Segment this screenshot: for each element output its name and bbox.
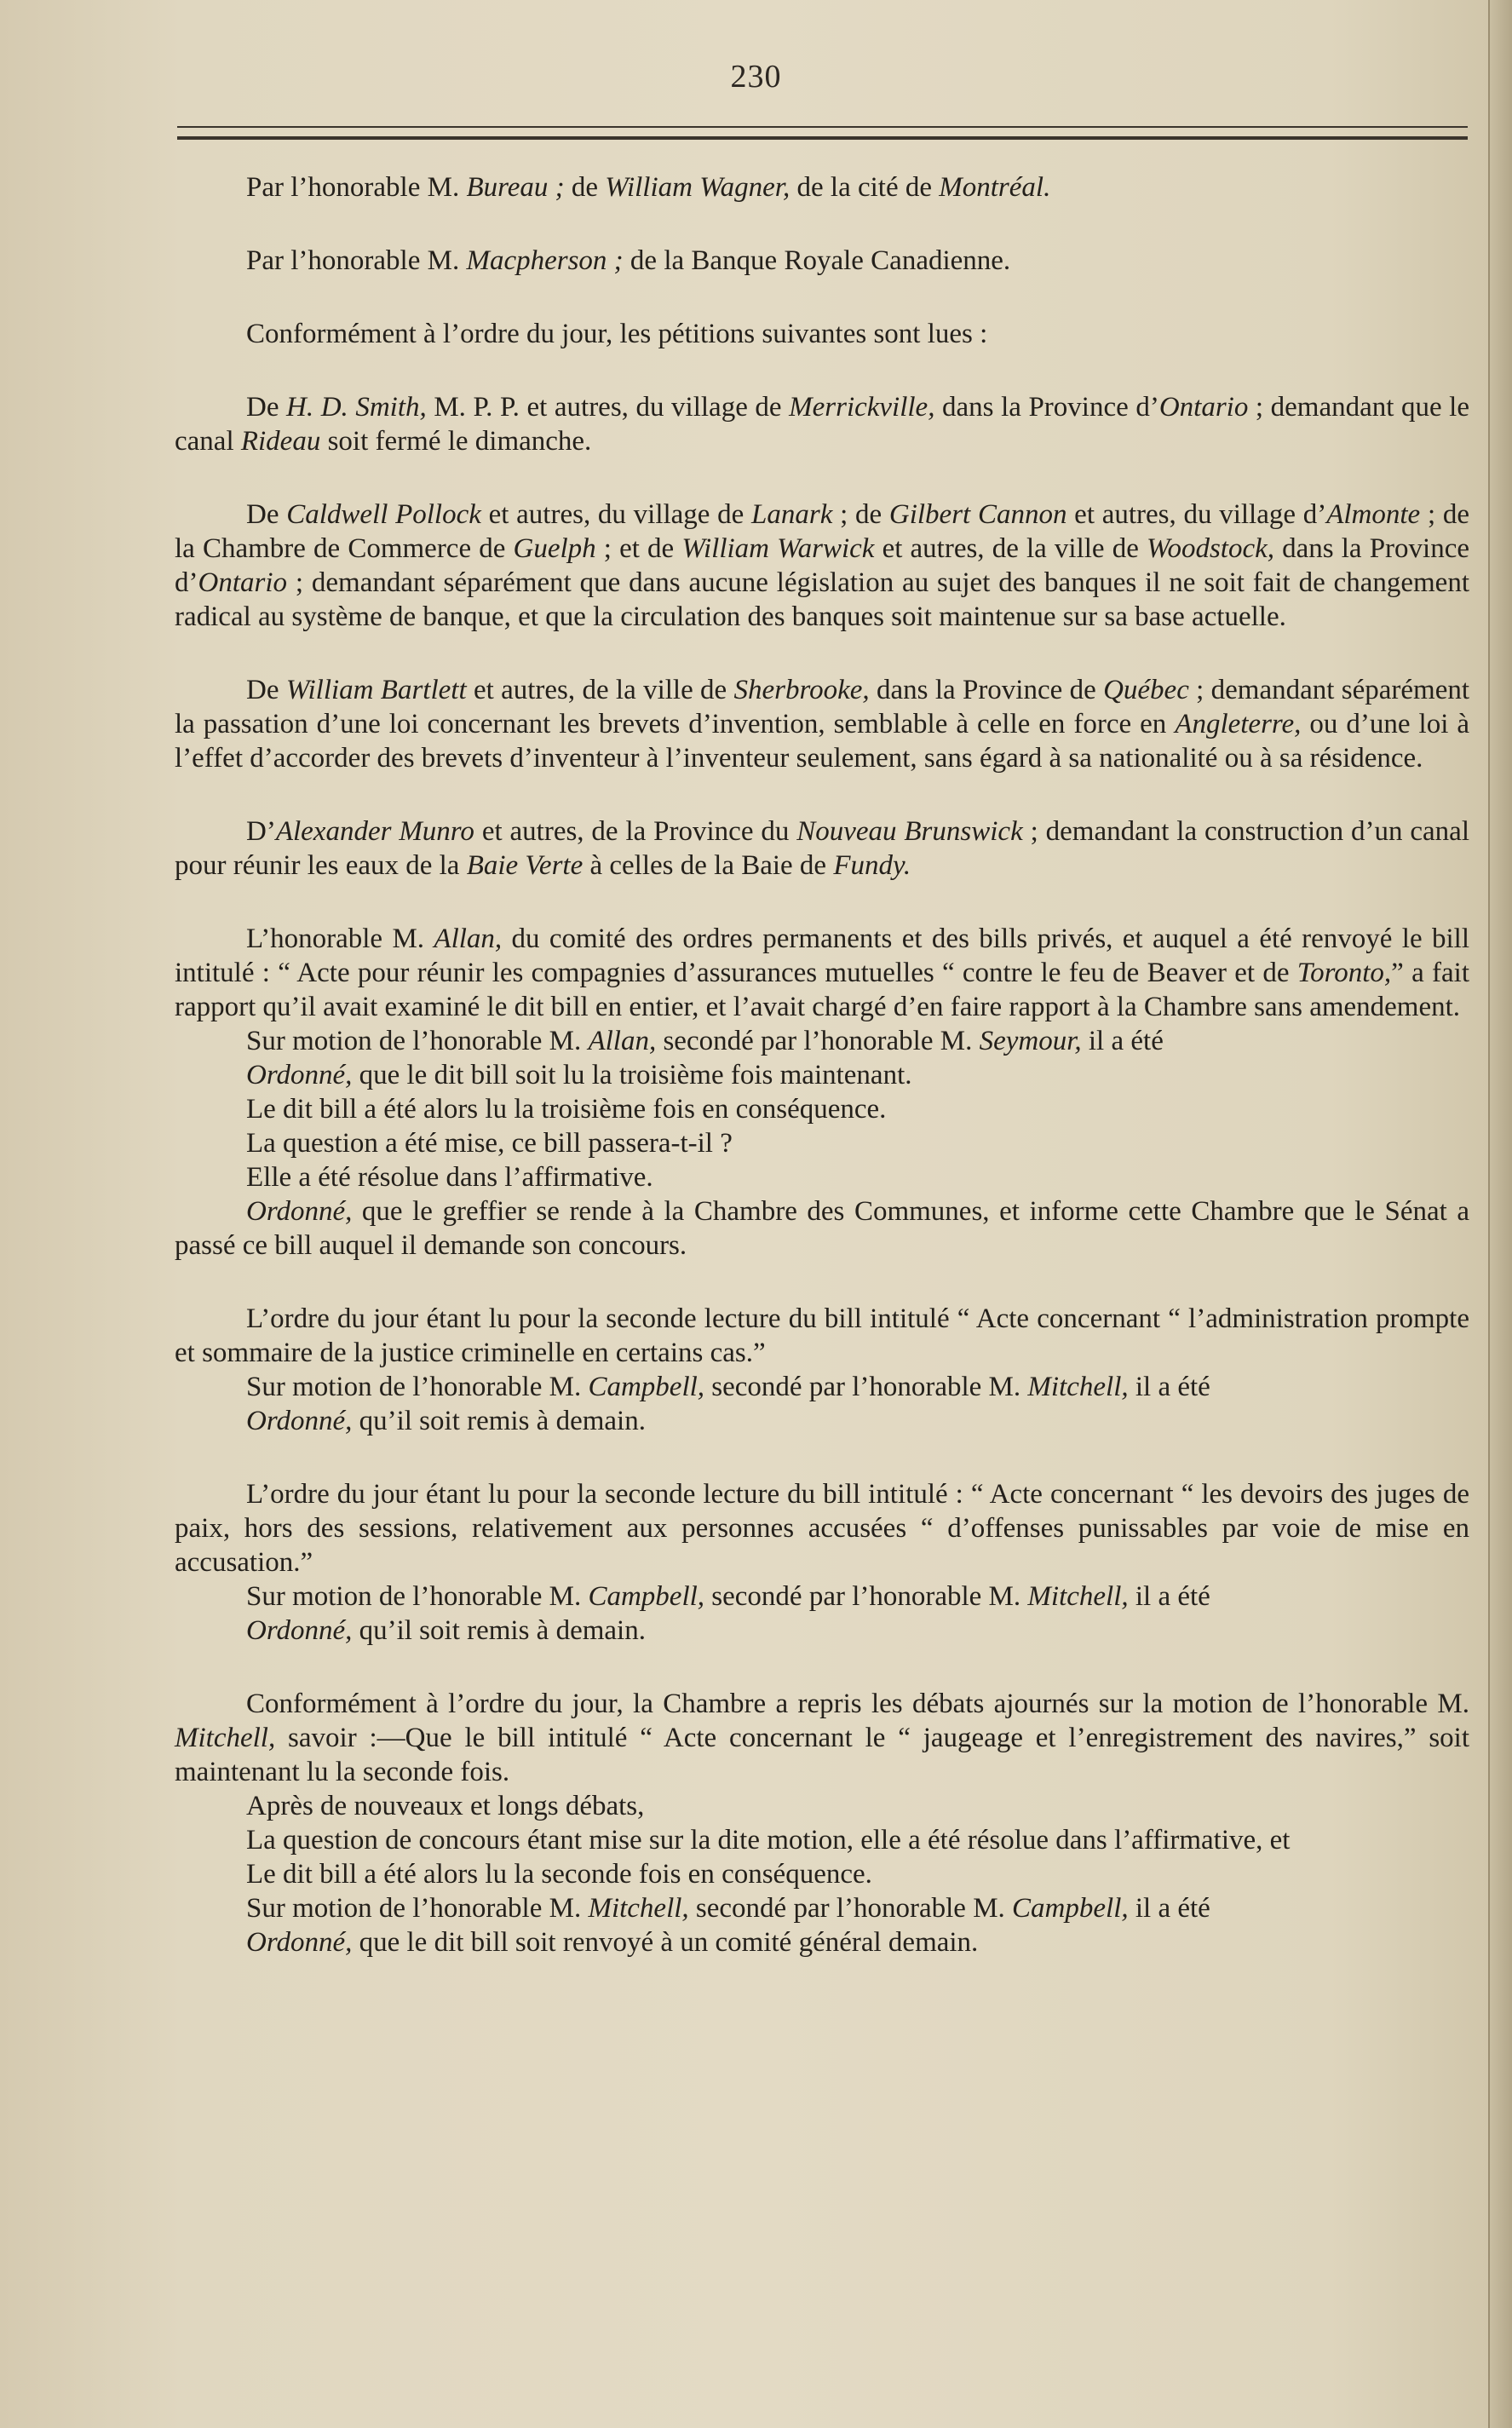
text-run: il a été xyxy=(1081,1026,1164,1056)
text-run: savoir :—Que le bill intitulé “ Acte concernant le “ jaugeage et l’enregistrement des navires,” soit maintenant lu la seconde fois. xyxy=(175,1723,1469,1787)
book-gutter xyxy=(1488,0,1512,2428)
italic-name: Baie Verte xyxy=(466,850,584,881)
text-run: de la Banque Royale Canadienne. xyxy=(623,245,1011,276)
text-run: ; de la Chambre de Commerce de xyxy=(175,499,1469,564)
italic-name: Bureau ; xyxy=(466,172,565,203)
text-run: La question a été mise, ce bill passera-t-il ? xyxy=(246,1128,733,1159)
text-run: De xyxy=(246,675,286,705)
text-run: dans la Province de xyxy=(869,675,1104,705)
text-run: il a été xyxy=(1128,1893,1210,1924)
paragraph-p3 xyxy=(175,317,1469,351)
text-run: Le dit bill a été alors lu la troisième fois en conséquence. xyxy=(246,1094,887,1125)
text-run: secondé par l’honorable M. xyxy=(656,1026,980,1056)
paragraph-p14 xyxy=(175,1194,1469,1263)
text-run: et autres, du village d’ xyxy=(1066,499,1327,530)
page-body-text xyxy=(175,170,1469,1959)
italic-name: H. D. Smith, xyxy=(286,392,427,423)
text-run: et autres, de la ville de xyxy=(874,533,1147,564)
italic-name: Ordonné, xyxy=(246,1060,353,1090)
paragraph-p16 xyxy=(175,1370,1469,1404)
paragraph-p13 xyxy=(175,1160,1469,1194)
text-run: du comité des ordres permanents et des bills privés, et auquel a été renvoyé le bill intitulé : “ Acte pour réunir les compagnies d’assurances mutuelles “ contre le feu de Beaver et de xyxy=(175,923,1469,988)
text-run: La question de concours étant mise sur la dite motion, elle a été résolue dans l’affirmative, et xyxy=(246,1825,1291,1856)
italic-name: Campbell, xyxy=(1012,1893,1129,1924)
text-run: M. P. P. et autres, du village de xyxy=(426,392,790,423)
italic-name: Gilbert Cannon xyxy=(888,499,1067,530)
text-run: dans la Province d’ xyxy=(934,392,1159,423)
text-run: il a été xyxy=(1128,1581,1210,1612)
italic-name: Ordonné, xyxy=(246,1196,353,1227)
italic-name: Ontario xyxy=(198,567,288,598)
text-run: de xyxy=(564,172,606,203)
text-run: Sur motion de l’honorable M. xyxy=(246,1581,589,1612)
italic-name: Macpherson ; xyxy=(466,245,624,276)
paragraph-p17 xyxy=(175,1404,1469,1438)
paragraph-p4 xyxy=(175,390,1469,458)
text-run: Elle a été résolue dans l’affirmative. xyxy=(246,1162,653,1193)
italic-name: Guelph xyxy=(513,533,596,564)
text-run: ” a fait rapport qu’il avait examiné le dit bill en entier, et l’avait chargé d’en faire rapport à la Chambre sans amendement. xyxy=(175,958,1469,1022)
text-run: et autres, du village de xyxy=(480,499,752,530)
paragraph-p22 xyxy=(175,1789,1469,1823)
text-run: ; de xyxy=(832,499,889,530)
text-run: qu’il soit remis à demain. xyxy=(352,1406,646,1436)
italic-name: Almonte xyxy=(1326,499,1421,530)
paragraph-p9 xyxy=(175,1024,1469,1058)
paragraph-p7 xyxy=(175,814,1469,883)
text-run: il a été xyxy=(1128,1372,1210,1402)
paragraph-p11 xyxy=(175,1092,1469,1126)
italic-name: William Wagner, xyxy=(605,172,790,203)
text-run: ; demandant la construction d’un canal pour réunir les eaux de la xyxy=(175,816,1469,881)
text-run: L’ordre du jour étant lu pour la seconde lecture du bill intitulé “ Acte concernant “ l’administration prompte et sommaire de la justice criminelle en certains cas.” xyxy=(175,1303,1469,1368)
text-run: Après de nouveaux et longs débats, xyxy=(246,1791,645,1821)
italic-name: Merrickville, xyxy=(789,392,935,423)
italic-name: Seymour, xyxy=(979,1026,1082,1056)
header-rule-thin xyxy=(177,126,1468,128)
text-run: secondé par l’honorable M. xyxy=(704,1372,1028,1402)
italic-name: Ordonné, xyxy=(246,1927,353,1958)
italic-name: Mitchell, xyxy=(175,1723,276,1753)
paragraph-p2 xyxy=(175,244,1469,278)
paragraph-p1 xyxy=(175,170,1469,204)
paragraph-p26 xyxy=(175,1925,1469,1959)
text-run: de la cité de xyxy=(790,172,940,203)
text-run: ou d’une loi à l’effet d’accorder des brevets d’inventeur à l’inventeur seulement, sans égard à sa nationalité ou à sa résidence. xyxy=(175,709,1469,774)
paragraph-p12 xyxy=(175,1126,1469,1160)
text-run: Conformément à l’ordre du jour, les pétitions suivantes sont lues : xyxy=(246,319,988,349)
italic-name: Sherbrooke, xyxy=(733,675,870,705)
italic-name: Nouveau Brunswick xyxy=(796,816,1023,847)
text-run: Sur motion de l’honorable M. xyxy=(246,1026,589,1056)
text-run: Par l’honorable M. xyxy=(246,245,467,276)
text-run: L’honorable M. xyxy=(246,923,434,954)
italic-name: Mitchell, xyxy=(588,1893,689,1924)
paragraph-p15 xyxy=(175,1302,1469,1370)
text-run: que le dit bill soit lu la troisième fois maintenant. xyxy=(352,1060,912,1090)
paragraph-p24 xyxy=(175,1857,1469,1891)
italic-name: Mitchell, xyxy=(1027,1372,1129,1402)
text-run: et autres, de la Province du xyxy=(474,816,797,847)
text-run: ; demandant séparément la passation d’une loi concernant les brevets d’invention, semblable à celle en force en xyxy=(175,675,1470,739)
italic-name: Alexander Munro xyxy=(275,816,474,847)
italic-name: Woodstock, xyxy=(1146,533,1274,564)
italic-name: Campbell, xyxy=(588,1581,705,1612)
paragraph-p25 xyxy=(175,1891,1469,1925)
italic-name: Angleterre, xyxy=(1175,709,1302,739)
text-run: De xyxy=(246,499,287,530)
text-run: ; demandant que le canal xyxy=(175,392,1469,457)
italic-name: Fundy. xyxy=(833,850,911,881)
paragraph-p10 xyxy=(175,1058,1469,1092)
italic-name: Rideau xyxy=(240,426,321,457)
text-run: à celles de la Baie de xyxy=(583,850,834,881)
text-run: ; demandant séparément que dans aucune législation au sujet des banques il ne soit fait de changement radical au système de banque, et que la circulation des banques soit maintenue sur sa base actuelle. xyxy=(175,567,1469,632)
paragraph-p6 xyxy=(175,673,1469,775)
italic-name: Lanark xyxy=(751,499,833,530)
italic-name: Allan, xyxy=(588,1026,657,1056)
italic-name: Ordonné, xyxy=(246,1615,353,1646)
text-run: qu’il soit remis à demain. xyxy=(352,1615,646,1646)
italic-name: Ontario xyxy=(1158,392,1249,423)
text-run: dans la Province d’ xyxy=(175,533,1470,598)
text-run: Par l’honorable M. xyxy=(246,172,467,203)
page-number: 230 xyxy=(730,59,782,95)
paragraph-p20 xyxy=(175,1614,1469,1648)
text-run: que le dit bill soit renvoyé à un comité général demain. xyxy=(352,1927,979,1958)
italic-name: Mitchell, xyxy=(1027,1581,1129,1612)
text-run: soit fermé le dimanche. xyxy=(320,426,592,457)
text-run: D’ xyxy=(246,816,276,847)
italic-name: William Bartlett xyxy=(285,675,467,705)
text-run: Le dit bill a été alors lu la seconde fois en conséquence. xyxy=(246,1859,872,1890)
text-run: secondé par l’honorable M. xyxy=(704,1581,1028,1612)
header-rule-thick xyxy=(177,136,1468,140)
italic-name: Campbell, xyxy=(588,1372,705,1402)
text-run: De xyxy=(246,392,287,423)
italic-name: Allan, xyxy=(434,923,503,954)
italic-name: William Warwick xyxy=(681,533,875,564)
italic-name: Québec xyxy=(1103,675,1189,705)
italic-name: Caldwell Pollock xyxy=(286,499,481,530)
italic-name: Montréal. xyxy=(939,172,1051,203)
italic-name: Ordonné, xyxy=(246,1406,353,1436)
text-run: que le greffier se rende à la Chambre des Communes, et informe cette Chambre que le Sénat a passé ce bill auquel il demande son concours. xyxy=(175,1196,1469,1261)
paragraph-p19 xyxy=(175,1579,1469,1614)
paragraph-p5 xyxy=(175,498,1469,634)
text-run: Sur motion de l’honorable M. xyxy=(246,1372,589,1402)
text-run: ; et de xyxy=(595,533,682,564)
text-run: Sur motion de l’honorable M. xyxy=(246,1893,589,1924)
paragraph-p8 xyxy=(175,922,1469,1024)
paragraph-p21 xyxy=(175,1687,1469,1789)
italic-name: Toronto, xyxy=(1296,958,1392,988)
paragraph-p23 xyxy=(175,1823,1469,1857)
text-run: et autres, de la ville de xyxy=(466,675,734,705)
paragraph-p18 xyxy=(175,1477,1469,1579)
text-run: secondé par l’honorable M. xyxy=(688,1893,1013,1924)
text-run: L’ordre du jour étant lu pour la seconde lecture du bill intitulé : “ Acte concernant “ les devoirs des juges de paix, hors des sessions, relativement aux personnes accusées “ d’offenses punissables par voie de mise en accusation.” xyxy=(175,1479,1469,1578)
text-run: Conformément à l’ordre du jour, la Chambre a repris les débats ajournés sur la motion de l’honorable M. xyxy=(246,1689,1469,1719)
